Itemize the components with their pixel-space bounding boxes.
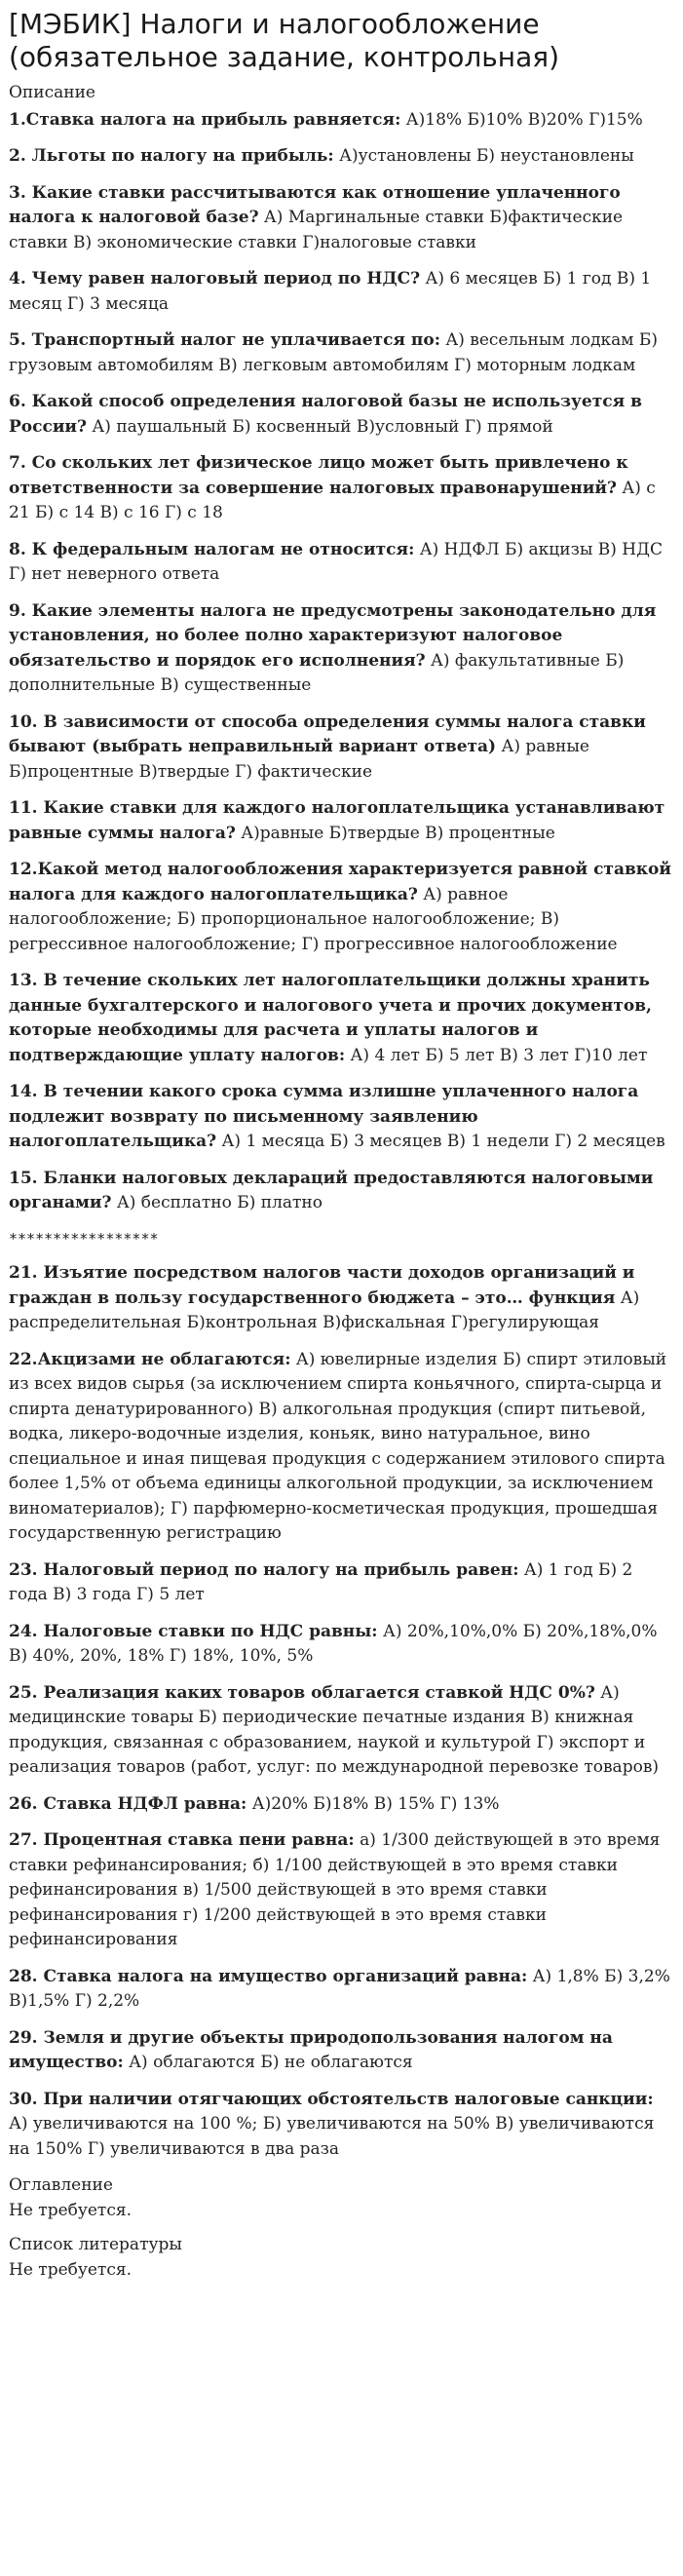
toc-label: Оглавление (9, 2175, 113, 2196)
description-label: Описание (9, 83, 95, 103)
answer-options: А) 1 год Б) 2 года В) 3 года Г) 5 лет (9, 1559, 633, 1605)
toc-section (9, 2173, 675, 2223)
answer-options: А) ювелирные изделия Б) спирт этиловый из всех видов сырья (за исключением спирта коньячного, спирта-сырца и спирта денатурированного) В) алкогольная продукция (спирт питьевой, водка, ликеро-водочные изделия, коньяк, вино натуральное, вино специальное и иная пищевая продукция с содержанием этилового спирта более 1,5% от объема единицы алкогольной продукции, за исключением виноматериалов); Г) парфюмерно-косметическая продукция, прошедшая государственную регистрацию (9, 1349, 667, 1544)
answer-options: А)20% Б)18% В) 15% Г) 13% (247, 1793, 500, 1814)
question-list-b (9, 1261, 675, 2162)
answer-options: А) 20%,10%,0% Б) 20%,18%,0% В) 40%, 20%, 18% Г) 18%, 10%, 5% (9, 1621, 658, 1667)
question-text: 24. Налоговые ставки по НДС равны: (9, 1621, 378, 1641)
question-text: 4. Чему равен налоговый период по НДС? (9, 269, 421, 289)
answer-options: А)18% Б)10% В)20% Г)15% (400, 109, 643, 130)
answer-options: А)установлены Б) неустановлены (333, 146, 634, 167)
question-item (9, 1261, 675, 1336)
question-item (9, 1965, 675, 2015)
question-text: 14. В течении какого срока сумма излишне уплаченного налога подлежит возврату по письменному заявлению налогоплательщика? (9, 1082, 639, 1152)
question-item (9, 1558, 675, 1608)
question-text: 11. Какие ставки для каждого налогоплательщика устанавливают равные суммы налога? (9, 798, 665, 843)
question-text: 27. Процентная ставка пени равна: (9, 1830, 355, 1851)
answer-options: А) 4 лет Б) 5 лет В) 3 лет Г)10 лет (345, 1045, 648, 1065)
question-item (9, 796, 675, 846)
question-text: 25. Реализация каких товаров облагается ставкой НДС 0%? (9, 1682, 595, 1703)
question-item (9, 599, 675, 699)
question-text: 23. Налоговый период по налогу на прибыль равен: (9, 1559, 519, 1580)
answer-options: А) факультативные Б) дополнительные В) существенные (9, 650, 625, 696)
question-text: 9. Какие элементы налога не предусмотрены законодательно для установления, но более полно характеризуют налоговое обязательство и порядок его исполнения? (9, 600, 657, 671)
question-item (9, 1080, 675, 1155)
question-item (9, 328, 675, 378)
question-text: 1.Ставка налога на прибыль равняется: (9, 109, 401, 130)
answer-options: А) паушальный Б) косвенный В)условный Г) прямой (87, 416, 553, 437)
answer-options: А) 1 месяца Б) 3 месяцев В) 1 недели Г) 2 месяцев (216, 1132, 665, 1152)
question-text: 15. Бланки налоговых деклараций предоставляются налоговыми органами? (9, 1168, 654, 1213)
answer-options: А) медицинские товары Б) периодические печатные издания В) книжная продукция, связанная с образованием, наукой и культурой Г) экспорт и реализация товаров (работ, услуг: по международной перевозке товаров) (9, 1682, 660, 1778)
question-item (9, 1681, 675, 1781)
answer-options: А)равные Б)твердые В) процентные (235, 823, 555, 843)
question-text: 12.Какой метод налогообложения характеризуется равной ставкой налога для каждого налогоплательщика? (9, 860, 671, 904)
question-item (9, 390, 675, 440)
answer-options: А) увеличиваются на 100 %; Б) увеличиваются на 50% В) увеличиваются на 150% Г) увеличиваются в два раза (9, 2114, 655, 2159)
question-item (9, 2088, 675, 2163)
answer-options: А) равное налогообложение; Б) пропорциональное налогообложение; В) регрессивное налогообложение; Г) прогрессивное налогообложение (9, 884, 618, 954)
references-value: Не требуется. (9, 2259, 132, 2280)
question-item (9, 144, 675, 170)
question-text: 26. Ставка НДФЛ равна: (9, 1793, 247, 1814)
question-item (9, 1828, 675, 1953)
references-section (9, 2233, 675, 2283)
question-text: 21. Изъятие посредством налогов части доходов организаций и граждан в пользу государственного бюджета – это… функция (9, 1263, 635, 1308)
question-item (9, 538, 675, 588)
separator: ***************** (9, 1229, 159, 1248)
question-text: 6. Какой способ определения налоговой базы не используется в России? (9, 392, 642, 437)
question-item (9, 1620, 675, 1670)
question-item (9, 1167, 675, 1216)
answer-options: А) с 21 Б) с 14 В) с 16 Г) с 18 (9, 478, 656, 523)
question-item (9, 181, 675, 256)
question-text: 22.Акцизами не облагаются: (9, 1349, 291, 1369)
question-text: 10. В зависимости от способа определения суммы налога ставки бывают (выбрать неправильный вариант ответа) (9, 711, 646, 757)
question-item (9, 2026, 675, 2076)
question-text: 8. К федеральным налогам не относится: (9, 539, 415, 559)
question-item (9, 711, 675, 786)
references-label: Список литературы (9, 2235, 182, 2255)
answer-options: А) бесплатно Б) платно (111, 1193, 323, 1213)
answer-options: А) распределительная Б)контрольная В)фискальная Г)регулирующая (9, 1288, 640, 1333)
question-item (9, 858, 675, 957)
answer-options: А) 1,8% Б) 3,2% В)1,5% Г) 2,2% (9, 1966, 670, 2012)
question-item (9, 969, 675, 1068)
answer-options: а) 1/300 действующей в это время ставки рефинансирования; б) 1/100 действующей в это время ставки рефинансирования в) 1/500 действующей в это время ставки рефинансирования г) 1/200 действующей в это время ставки рефинансирования (9, 1830, 661, 1950)
question-text: 13. В течение скольких лет налогоплательщики должны хранить данные бухгалтерского и налогового учета и прочих документов, которые необходимы для расчета и уплаты налогов и подтверждающие уплату налогов: (9, 971, 652, 1065)
question-text: 30. При наличии отягчающих обстоятельств налоговые санкции: (9, 2089, 654, 2109)
question-text: 7. Со скольких лет физическое лицо может быть привлечено к ответственности за совершение налоговых правонарушений? (9, 453, 628, 498)
question-list-a (9, 108, 675, 1216)
answer-options: А) равные Б)процентные В)твердые Г) фактические (9, 737, 589, 782)
question-text: 29. Земля и другие объекты природопользования налогом на имущество: (9, 2027, 613, 2073)
question-text: 2. Льготы по налогу на прибыль: (9, 146, 334, 167)
answer-options: А) НДФЛ Б) акцизы В) НДС Г) нет неверного ответа (9, 539, 663, 585)
question-text: 5. Транспортный налог не уплачивается по: (9, 330, 440, 351)
answer-options: А) облагаются Б) не облагаются (123, 2053, 413, 2073)
question-item (9, 267, 675, 317)
question-item (9, 108, 675, 134)
page-title: [МЭБИК] Налоги и налогообложение (обязательное задание, контрольная) (9, 8, 560, 73)
question-text: 3. Какие ставки рассчитываются как отношение уплаченного налога к налоговой базе? (9, 182, 621, 228)
answer-options: А) Маргинальные ставки Б)фактические ставки В) экономические ставки Г)налоговые ставки (9, 208, 624, 252)
answer-options: А) весельным лодкам Б) грузовым автомобилям В) легковым автомобилям Г) моторным лодкам (9, 330, 659, 375)
question-text: 28. Ставка налога на имущество организаций равна: (9, 1966, 528, 1986)
question-item (9, 1792, 675, 1818)
answer-options: А) 6 месяцев Б) 1 год В) 1 месяц Г) 3 месяца (9, 269, 652, 314)
question-item (9, 1348, 675, 1547)
toc-value: Не требуется. (9, 2200, 132, 2220)
question-item (9, 451, 675, 526)
